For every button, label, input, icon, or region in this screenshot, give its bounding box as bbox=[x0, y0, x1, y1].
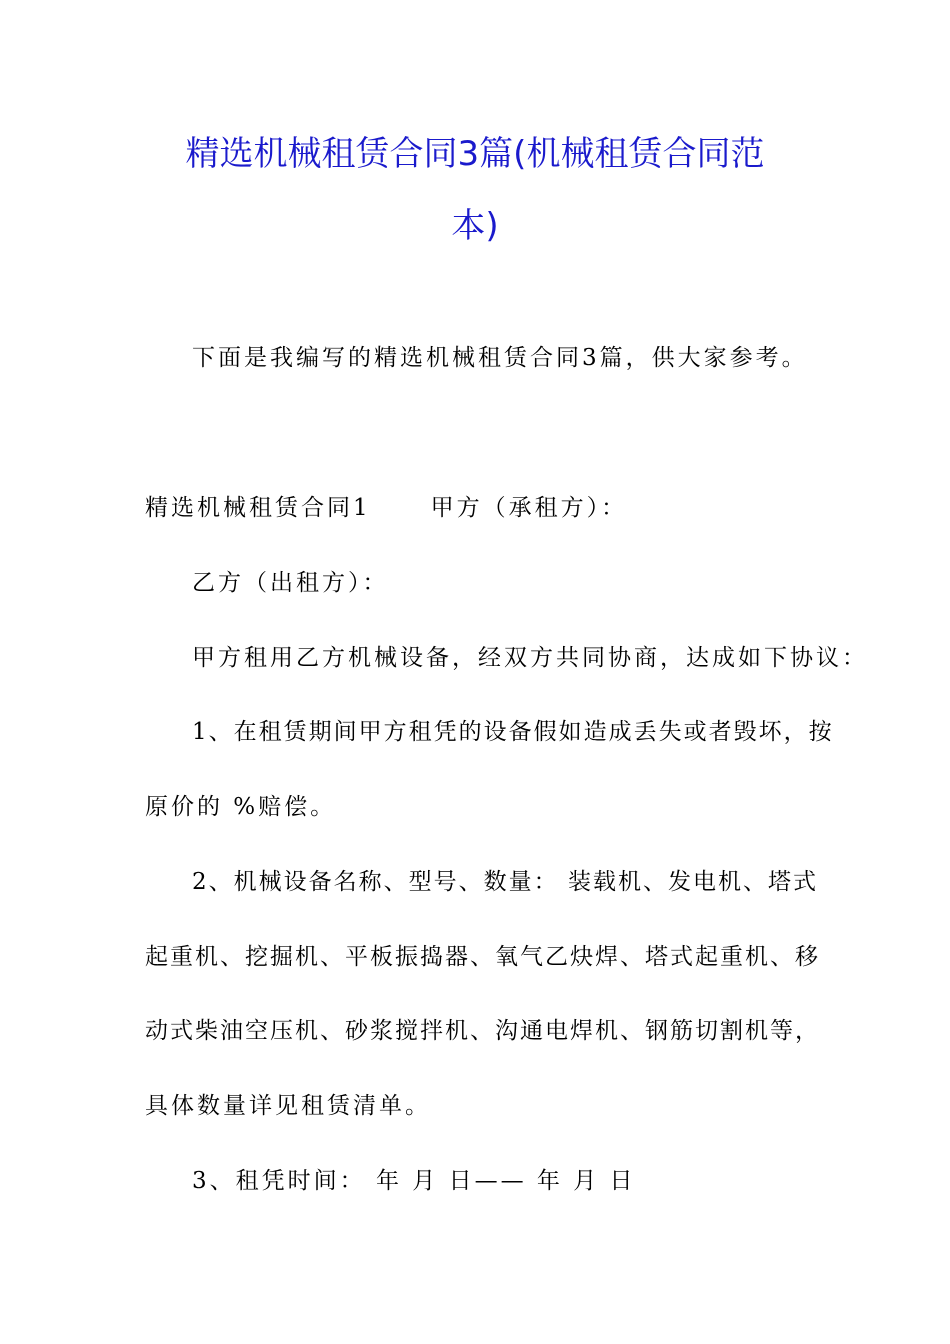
clause-3: 3、租凭时间： 年 月 日—— 年 月 日 bbox=[192, 1168, 636, 1194]
party-b-label: 乙方（出租方）： bbox=[192, 570, 389, 596]
document-title-line-2: 本) bbox=[451, 206, 499, 246]
party-a-label: 甲方（承租方）： bbox=[430, 495, 628, 521]
clause-2-line-4: 具体数量详见租赁清单。 bbox=[145, 1093, 431, 1119]
clause-2-line-1: 2、机械设备名称、型号、数量： 装载机、发电机、塔式 bbox=[192, 869, 818, 895]
clause-1-line-1: 1、在租赁期间甲方租凭的设备假如造成丢失或者毁坏，按 bbox=[192, 719, 834, 745]
clause-2-line-3: 动式柴油空压机、砂浆搅拌机、沟通电焊机、钢筋切割机等， bbox=[145, 1018, 820, 1044]
intro-paragraph: 下面是我编写的精选机械租赁合同3篇，供大家参考。 bbox=[192, 345, 808, 371]
document-title-line-1: 精选机械租赁合同3篇(机械租赁合同范 bbox=[185, 134, 765, 174]
section-heading-row bbox=[145, 493, 627, 523]
agreement-intro: 甲方租用乙方机械设备，经双方共同协商，达成如下协议： bbox=[192, 645, 868, 671]
clause-1-line-2: 原价的 %赔偿。 bbox=[145, 794, 337, 820]
clause-2-line-2: 起重机、挖掘机、平板振捣器、氧气乙炔焊、塔式起重机、移 bbox=[145, 944, 820, 970]
section-heading: 精选机械租赁合同1 bbox=[145, 495, 371, 521]
